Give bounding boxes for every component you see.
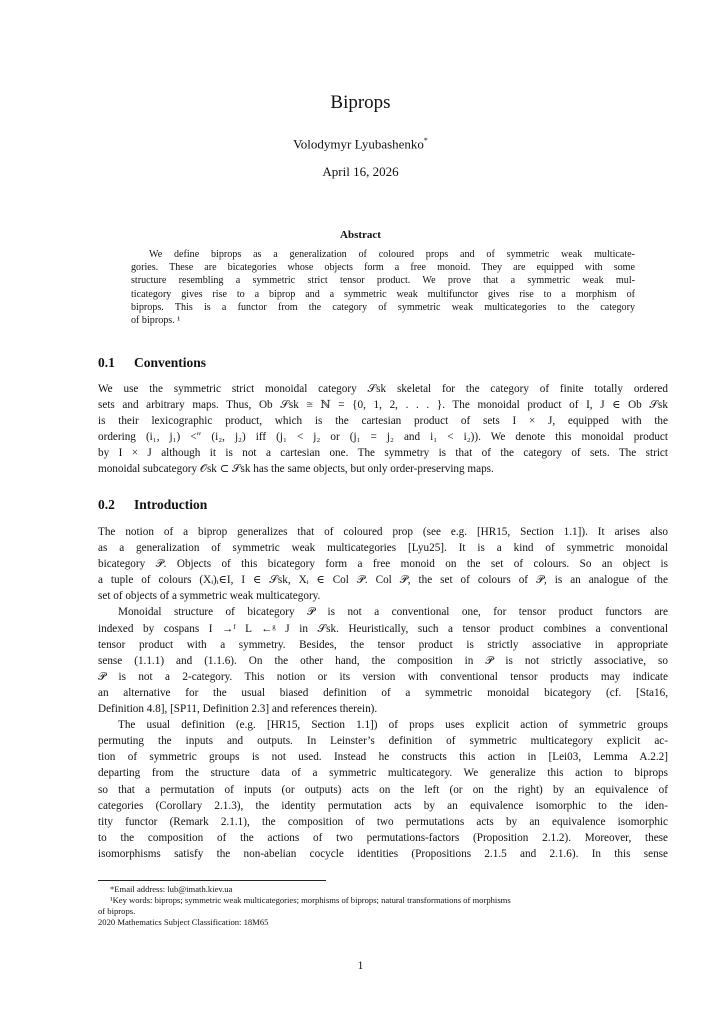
footnotes	[98, 884, 668, 928]
paper-date: April 16, 2026	[322, 164, 399, 179]
text-line: tensor product with a symmetry. Besides, the tensor product is strictly associative in appropriate	[98, 638, 668, 651]
text-line: monoidal subcategory 𝒪sk ⊂ 𝒮sk has the same objects, but only order-preserving maps.	[98, 463, 494, 476]
abstract-line: structure resembling a symmetric strict tensor product. We prove that a symmetric weak mul-	[131, 275, 635, 287]
paper-title: Biprops	[330, 92, 391, 113]
abstract-line: gories. These are bicategories whose objects form a free monoid. They are equipped with some	[131, 262, 635, 274]
section-heading-introduction	[98, 497, 207, 513]
author-name: Volodymyr Lyubashenko	[293, 136, 424, 152]
text-line: tity functor (Remark 2.1.1), the composition of two permutations acts by an equivalence isomorphic	[98, 815, 668, 828]
text-line: sense (1.1.1) and (1.1.6). On the other hand, the composition in 𝒫 is not strictly associative, so	[98, 654, 668, 667]
section-title: Introduction	[134, 497, 208, 512]
abstract-line: biprops. This is a functor from the category of symmetric weak multicategories to the category	[131, 301, 635, 313]
section-body-conventions	[98, 381, 668, 478]
footnote-keywords: ¹Key words: biprops; symmetric weak multicategories; morphisms of biprops; natural transformations of morphisms	[110, 895, 511, 905]
text-line: as a generalization of symmetric weak multicategories [Lyu25]. It is a kind of symmetric monoidal	[98, 542, 668, 555]
text-line: a tuple of colours (Xᵢ)ᵢ∈I, I ∈ 𝒮sk, Xᵢ ∈ Col 𝒫. Col 𝒫, the set of colours of 𝒫, is an analogue of the	[98, 574, 668, 587]
text-line: an alternative for the usual biased definition of a symmetric monoidal bicategory (cf. [Sta16,	[98, 686, 668, 699]
abstract-heading: Abstract	[340, 229, 381, 241]
text-line: by I × J although it is not a cartesian one. The symmetry is that of the category of sets. The strict	[98, 447, 668, 460]
text-line: The notion of a biprop generalizes that of coloured prop (see e.g. [HR15, Section 1.1]). It arises also	[98, 526, 668, 538]
abstract-line: ticategory gives rise to a biprop and a symmetric weak multifunctor gives rise to a morphism of	[131, 288, 635, 300]
section-title: Conventions	[134, 355, 207, 370]
text-line: sets and arbitrary maps. Thus, Ob 𝒮sk ≅ ℕ = {0, 1, 2, . . . }. The monoidal product of I, J ∈ Ob 𝒮sk	[98, 399, 668, 412]
text-line: set of objects of a symmetric weak multicategory.	[98, 590, 321, 603]
text-line: Definition 4.8], [SP11, Definition 2.3] and references therein).	[98, 703, 378, 716]
text-line: isomorphisms satisfy the non-abelian cocycle identities (Propositions 2.1.5 and 2.1.6). In this sense	[98, 847, 668, 860]
author-line	[0, 136, 721, 152]
text-line: indexed by cospans I →ᶠ L ←ᵍ J in 𝒮sk. Heuristically, such a tensor product combines a conventional	[98, 622, 668, 635]
text-line: categories (Corollary 2.1.3), the identity permutation acts by an equivalence isomorphic to the iden-	[98, 799, 668, 812]
text-line: Monoidal structure of bicategory 𝒫 is not a conventional one, for tensor product functors are	[118, 606, 668, 619]
text-line: tion of symmetric groups is not used. Instead he constructs this action in [Lei03, Lemma A.2.2]	[98, 751, 668, 764]
text-line: The usual definition (e.g. [HR15, Section 1.1]) of props uses explicit action of symmetric groups	[118, 719, 668, 732]
footnote-msc: 2020 Mathematics Subject Classification: 18M65	[98, 917, 269, 927]
footnote-keywords-continued: of biprops.	[98, 906, 136, 916]
text-line: ordering (i₁, j₁) <″ (i₂, j₂) iff (j₁ < j₂ or (j₁ = j₂ and i₁ < i₂)). We denote this monoidal product	[98, 431, 668, 444]
text-line: so that a permutation of inputs (or outputs) acts on the left (or on the right) by an equivalence of	[98, 783, 668, 796]
text-line: is their lexicographic product, which is the cartesian product of sets I × J, equipped with the	[98, 415, 668, 428]
text-line: bicategory 𝒫. Objects of this bicategory form a free monoid on the set of colours. So an object is	[98, 558, 668, 571]
section-body-introduction	[98, 524, 668, 862]
abstract-line: We define biprops as a generalization of coloured props and of symmetric weak multicate-	[149, 249, 635, 260]
text-line: permuting the inputs and outputs. In Leinster’s definition of symmetric multicategory explicit ac-	[98, 735, 668, 748]
text-line: We use the symmetric strict monoidal category 𝒮sk skeletal for the category of finite totally ordered	[98, 383, 668, 395]
page-number: 1	[357, 960, 364, 972]
abstract-line: of biprops. ¹	[131, 314, 181, 326]
section-number: 0.1	[98, 355, 115, 370]
abstract-body	[131, 248, 635, 327]
text-line: 𝒫 is not a 2-category. This notion or its version with conventional tensor products may indicate	[98, 670, 668, 683]
text-line: departing from the structure data of a symmetric multicategory. We generalize this action to biprops	[98, 767, 668, 780]
author-footnote-mark: *	[423, 136, 428, 145]
text-line: to the composition of the actions of two permutations-factors (Proposition 2.1.2). Moreover, these	[98, 831, 668, 844]
footnote-email: *Email address: lub@imath.kiev.ua	[110, 884, 233, 894]
section-heading-conventions	[98, 355, 206, 371]
footnote-rule	[98, 880, 326, 881]
section-number: 0.2	[98, 497, 115, 512]
